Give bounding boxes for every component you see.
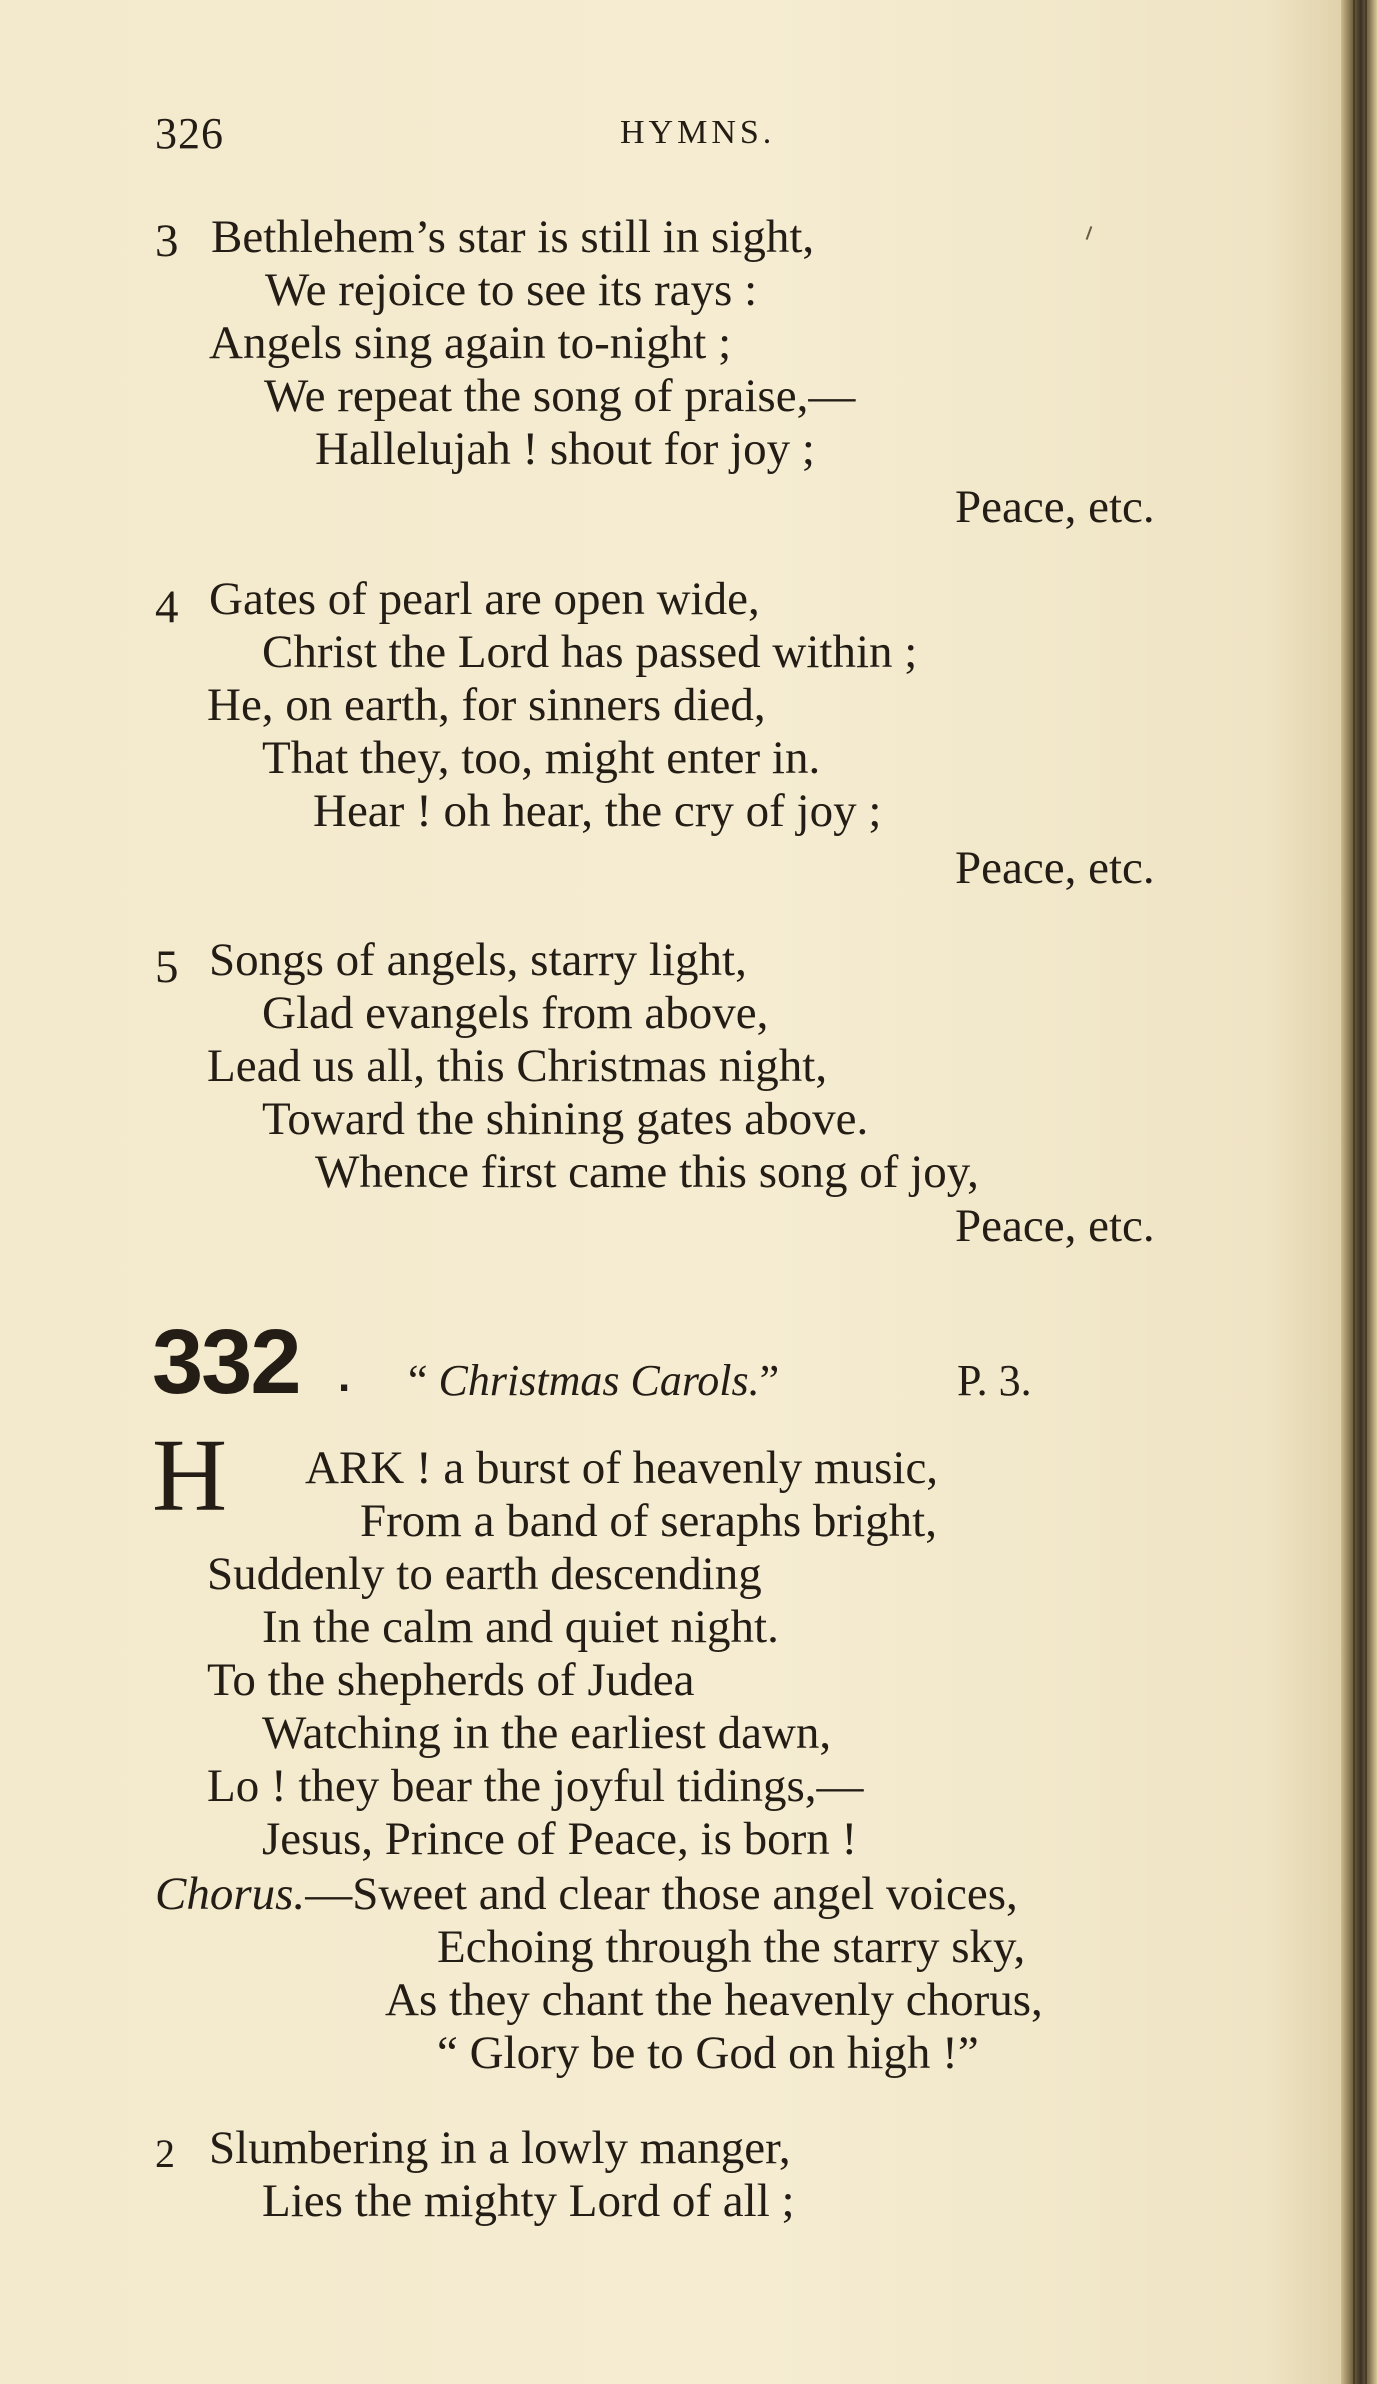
verse-line: Christ the Lord has passed within ; [262,626,918,678]
running-title: HYMNS. [620,114,776,151]
verse-line: Bethlehem’s star is still in sight, [211,211,815,263]
verse-line: That they, too, might enter in. [262,732,821,784]
verse-line: From a band of seraphs bright, [360,1495,937,1547]
verse-line: Slumbering in a lowly manger, [209,2122,791,2174]
verse-number: 5 [155,941,179,993]
verse-line: Lies the mighty Lord of all ; [262,2175,795,2227]
spine-edge-line [1365,0,1367,2384]
verse-line: Gates of pearl are open wide, [209,573,760,625]
drop-cap: H [152,1418,228,1533]
verse-line: Songs of angels, starry light, [209,934,747,986]
verse-line: Whence first came this song of joy, [315,1146,979,1198]
refrain-etc: Peace, etc. [955,842,1155,894]
tune-name: “ Christmas Carols.” [408,1356,780,1405]
spine-edge-line [1353,0,1355,2384]
refrain-etc: Peace, etc. [955,481,1155,533]
verse-line: To the shepherds of Judea [207,1654,695,1706]
verse-number: 3 [155,215,179,267]
verse-line: We repeat the song of praise,— [264,370,856,422]
refrain-etc: Peace, etc. [955,1200,1155,1252]
chorus-label: Chorus. [155,1868,306,1920]
verse-line: Glad evangels from above, [262,987,769,1039]
verse-line: Angels sing again to-night ; [209,317,732,369]
stray-ink-mark [1086,226,1093,240]
verse-number: 2 [155,2131,175,2176]
verse-line: Toward the shining gates above. [262,1093,869,1145]
verse-line: Suddenly to earth descending [207,1548,762,1600]
verse-line: Hallelujah ! shout for joy ; [315,423,815,475]
chorus-line: As they chant the heavenly chorus, [385,1974,1043,2026]
page-number: 326 [155,109,224,158]
verse-line: Lo ! they bear the joyful tidings,— [207,1760,864,1812]
verse-line: We rejoice to see its rays : [265,264,758,316]
verse-line: Lead us all, this Christmas night, [207,1040,828,1092]
verse-line: ARK ! a burst of heavenly music, [305,1442,939,1494]
verse-line: He, on earth, for sinners died, [207,679,766,731]
hymn-number-dot: . [338,1352,351,1401]
verse-line: Hear ! oh hear, the cry of joy ; [313,785,882,837]
meter: P. 3. [957,1356,1032,1405]
chorus-line: Echoing through the starry sky, [437,1921,1026,1973]
chorus-first-line: Chorus.—Sweet and clear those angel voices, [155,1868,1018,1920]
chorus-line: “ Glory be to God on high !” [437,2027,979,2079]
verse-line: Watching in the earliest dawn, [262,1707,832,1759]
verse-line: Jesus, Prince of Peace, is born ! [262,1813,858,1865]
hymn-number: 332 [152,1311,300,1413]
book-spine [1341,0,1377,2384]
verse-number: 4 [155,581,179,633]
verse-line: In the calm and quiet night. [262,1601,779,1653]
